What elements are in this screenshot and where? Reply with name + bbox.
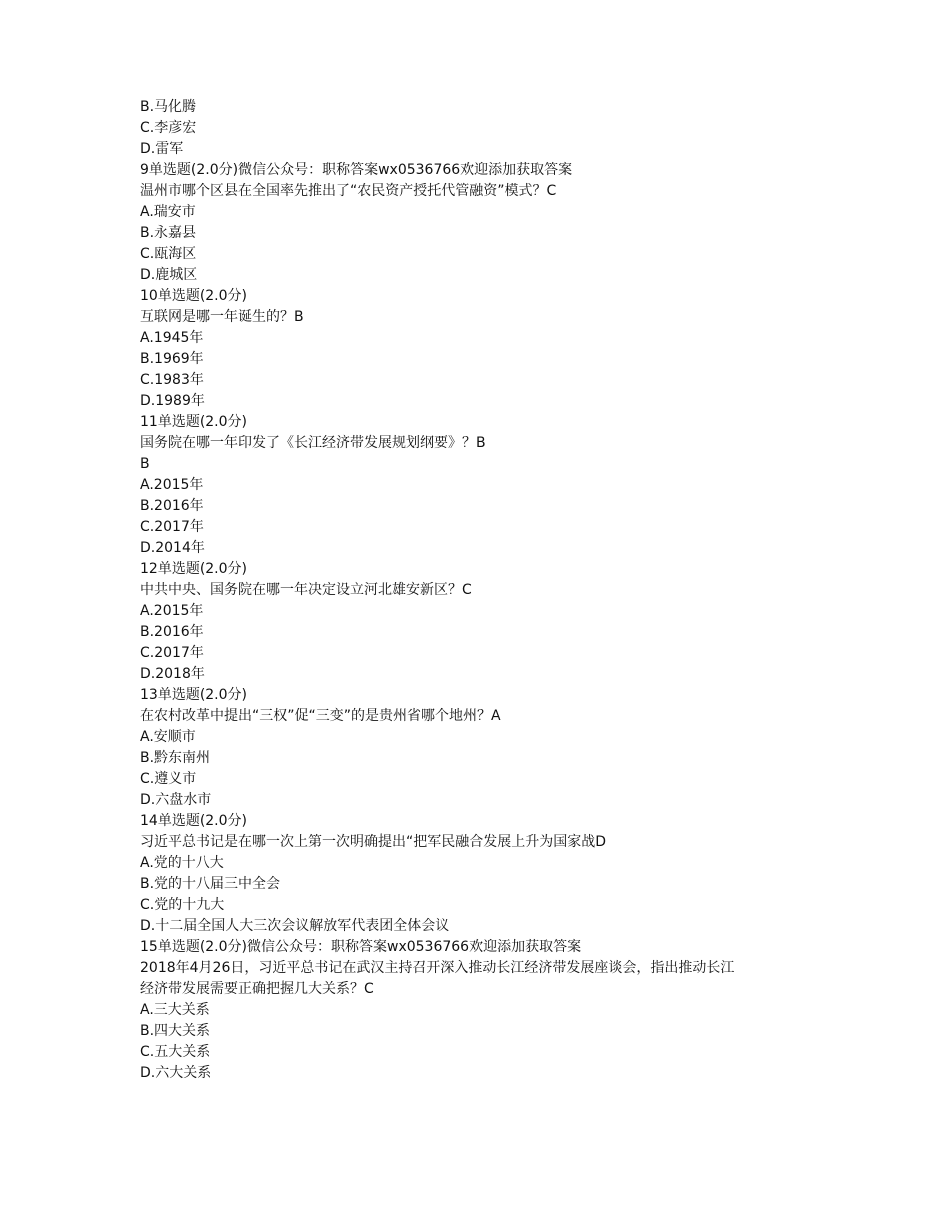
question-header: 12单选题(2.0分) — [140, 561, 248, 577]
option-line: C.五大关系 — [140, 1044, 211, 1060]
question-text: 国务院在哪一年印发了《长江经济带发展规划纲要》？B — [140, 435, 486, 451]
option-line: C.遵义市 — [140, 771, 197, 787]
option-line: C.李彦宏 — [140, 120, 197, 136]
option-line: A.安顺市 — [140, 729, 196, 745]
option-line: C.瓯海区 — [140, 246, 197, 262]
option-line: C.2017年 — [140, 645, 204, 661]
option-line: B.永嘉县 — [140, 225, 197, 241]
document-page — [140, 97, 830, 1084]
question-text: 2018年4月26日，习近平总书记在武汉主持召开深入推动长江经济带发展座谈会，指出推动长江 — [140, 960, 735, 976]
option-line: B.党的十八届三中全会 — [140, 876, 281, 892]
question-header: 11单选题(2.0分) — [140, 414, 248, 430]
option-line: C.党的十九大 — [140, 897, 225, 913]
option-line: A.1945年 — [140, 330, 204, 346]
option-line: B.2016年 — [140, 498, 204, 514]
option-line: A.三大关系 — [140, 1002, 210, 1018]
option-line: B.1969年 — [140, 351, 204, 367]
option-line: D.雷军 — [140, 141, 184, 157]
question-text: 互联网是哪一年诞生的？B — [140, 309, 304, 325]
option-line: D.2014年 — [140, 540, 205, 556]
option-line: A.2015年 — [140, 477, 204, 493]
answer-line: B — [140, 456, 150, 472]
question-header: 10单选题(2.0分) — [140, 288, 248, 304]
question-text: 中共中央、国务院在哪一年决定设立河北雄安新区？C — [140, 582, 472, 598]
option-line: B.马化腾 — [140, 99, 197, 115]
option-line: D.鹿城区 — [140, 267, 198, 283]
option-line: B.四大关系 — [140, 1023, 211, 1039]
question-header: 15单选题(2.0分)微信公众号：职称答案wx0536766欢迎添加获取答案 — [140, 939, 582, 955]
option-line: A.2015年 — [140, 603, 204, 619]
question-text: 温州市哪个区县在全国率先推出了“农民资产授托代管融资”模式？C — [140, 183, 557, 199]
option-line: A.瑞安市 — [140, 204, 196, 220]
question-header: 9单选题(2.0分)微信公众号：职称答案wx0536766欢迎添加获取答案 — [140, 162, 573, 178]
option-line: C.1983年 — [140, 372, 204, 388]
option-line: B.黔东南州 — [140, 750, 211, 766]
option-line: B.2016年 — [140, 624, 204, 640]
question-header: 14单选题(2.0分) — [140, 813, 248, 829]
question-text: 习近平总书记是在哪一次上第一次明确提出“把军民融合发展上升为国家战D — [140, 834, 607, 850]
question-text: 在农村改革中提出“三权”促“三变”的是贵州省哪个地州？A — [140, 708, 501, 724]
option-line: A.党的十八大 — [140, 855, 224, 871]
option-line: D.十二届全国人大三次会议解放军代表团全体会议 — [140, 918, 450, 934]
question-text: 经济带发展需要正确把握几大关系？C — [140, 981, 374, 997]
option-line: D.2018年 — [140, 666, 205, 682]
question-header: 13单选题(2.0分) — [140, 687, 248, 703]
option-line: C.2017年 — [140, 519, 204, 535]
option-line: D.六盘水市 — [140, 792, 212, 808]
option-line: D.1989年 — [140, 393, 205, 409]
option-line: D.六大关系 — [140, 1065, 212, 1081]
